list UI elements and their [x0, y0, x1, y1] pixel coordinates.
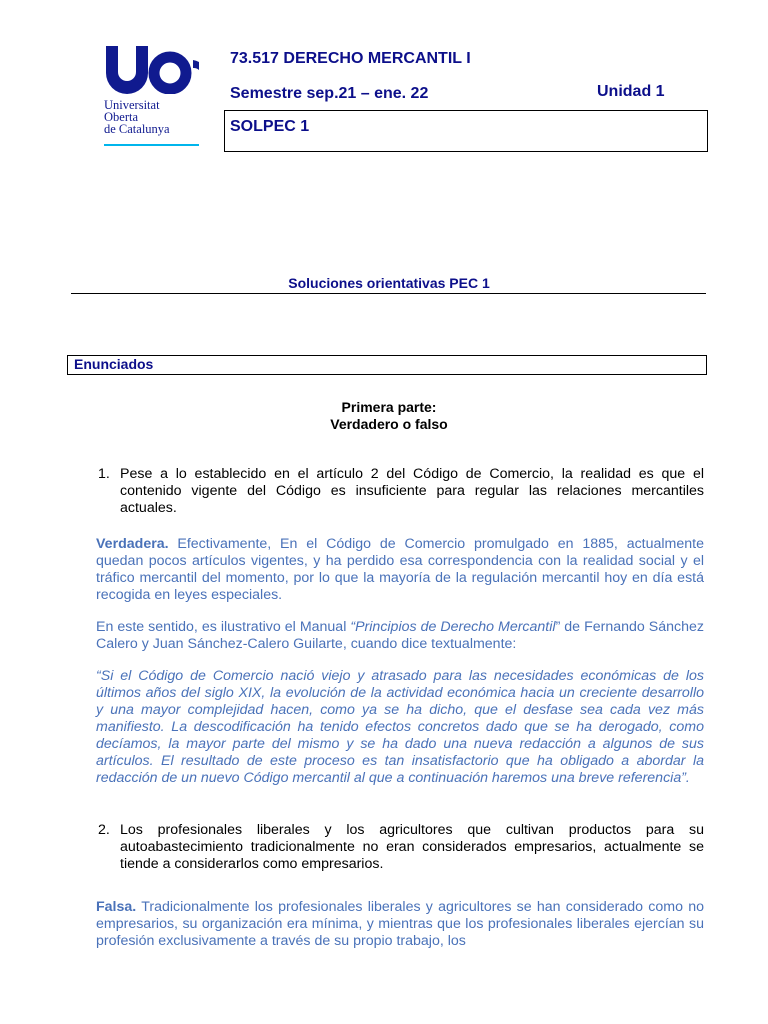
- part-subtitle: Verdadero o falso: [330, 416, 448, 432]
- answer-2: [96, 899, 704, 950]
- uoc-logo-letters: [104, 44, 199, 94]
- title-divider: [71, 293, 706, 294]
- logo-text-line1: Universitat: [104, 98, 160, 112]
- reference-book-title: “Principios de Derecho Mercantil: [350, 619, 556, 635]
- question-1-text: Pese a lo establecido en el artículo 2 del Código de Comercio, la realidad es que el contenido vigente del Código es insuficiente para regular las relaciones mercantiles actuales.: [120, 466, 704, 516]
- section-box: [67, 355, 707, 375]
- logo-underline: [104, 144, 199, 146]
- part-title: Primera parte:: [341, 399, 437, 415]
- question-2-text: Los profesionales liberales y los agricultores que cultivan productos para su autoabastecimiento tradicionalmente no eran considerados empresarios, actualmente se tiende a considerarlos como empresarios.: [120, 822, 704, 872]
- unit-label: Unidad 1: [597, 83, 665, 100]
- logo-text-line2: Oberta: [104, 110, 139, 124]
- course-title: 73.517 DERECHO MERCANTIL I: [230, 50, 471, 67]
- answer-1-label: Verdadera.: [96, 536, 169, 552]
- solpec-code: SOLPEC 1: [230, 118, 310, 135]
- section-heading: Enunciados: [74, 356, 154, 372]
- semester-label: Semestre sep.21 – ene. 22: [230, 85, 429, 102]
- answer-1-reference: [96, 619, 704, 653]
- answer-1-quote: “Si el Código de Comercio nació viejo y atrasado para las necesidades económicas de los últimos años del siglo XIX, la evolución de la actividad económica hacia un creciente desarrollo y una mayor complejidad hacen, como ya se ha dicho, que el desfase sea cada vez más manifiesto. La descodificación ha tenido efectos concretos dado que se ha derogado, como decíamos, la mayor parte del mismo y se ha dado una nueva redacción a algunos de sus artículos. El resultado de este proceso es tan insatisfactorio que ha obligado a abordar la redacción de un nuevo Código mercantil al que a continuación haremos una breve referencia”.: [96, 668, 704, 786]
- document-title: Soluciones orientativas PEC 1: [288, 275, 490, 291]
- reference-suffix: ” de Fernando Sánchez Calero y Juan Sánchez-Calero Guilarte, cuando dice textualmente:: [96, 619, 705, 652]
- answer-2-text: Tradicionalmente los profesionales liberales y agricultores se han considerado como no empresarios, su organización era mínima, y mientras que los profesionales liberales ejercían su profesión exclusivamente a través de su propio trabajo, los: [96, 899, 704, 949]
- answer-1-text: Efectivamente, En el Código de Comercio promulgado en 1885, actualmente quedan pocos artículos vigentes, y ha perdido esa correspondencia con la realidad social y el tráfico mercantil del momento, por lo que la mayoría de la regulación mercantil hoy en día está recogida en leyes especiales.: [96, 536, 704, 603]
- reference-prefix: En este sentido, es ilustrativo el Manual: [96, 619, 351, 635]
- logo-text-line3: de Catalunya: [104, 122, 170, 136]
- question-2-number: 2.: [98, 822, 110, 838]
- question-1-number: 1.: [98, 466, 110, 482]
- answer-1: [96, 536, 704, 604]
- answer-2-label: Falsa.: [96, 899, 137, 915]
